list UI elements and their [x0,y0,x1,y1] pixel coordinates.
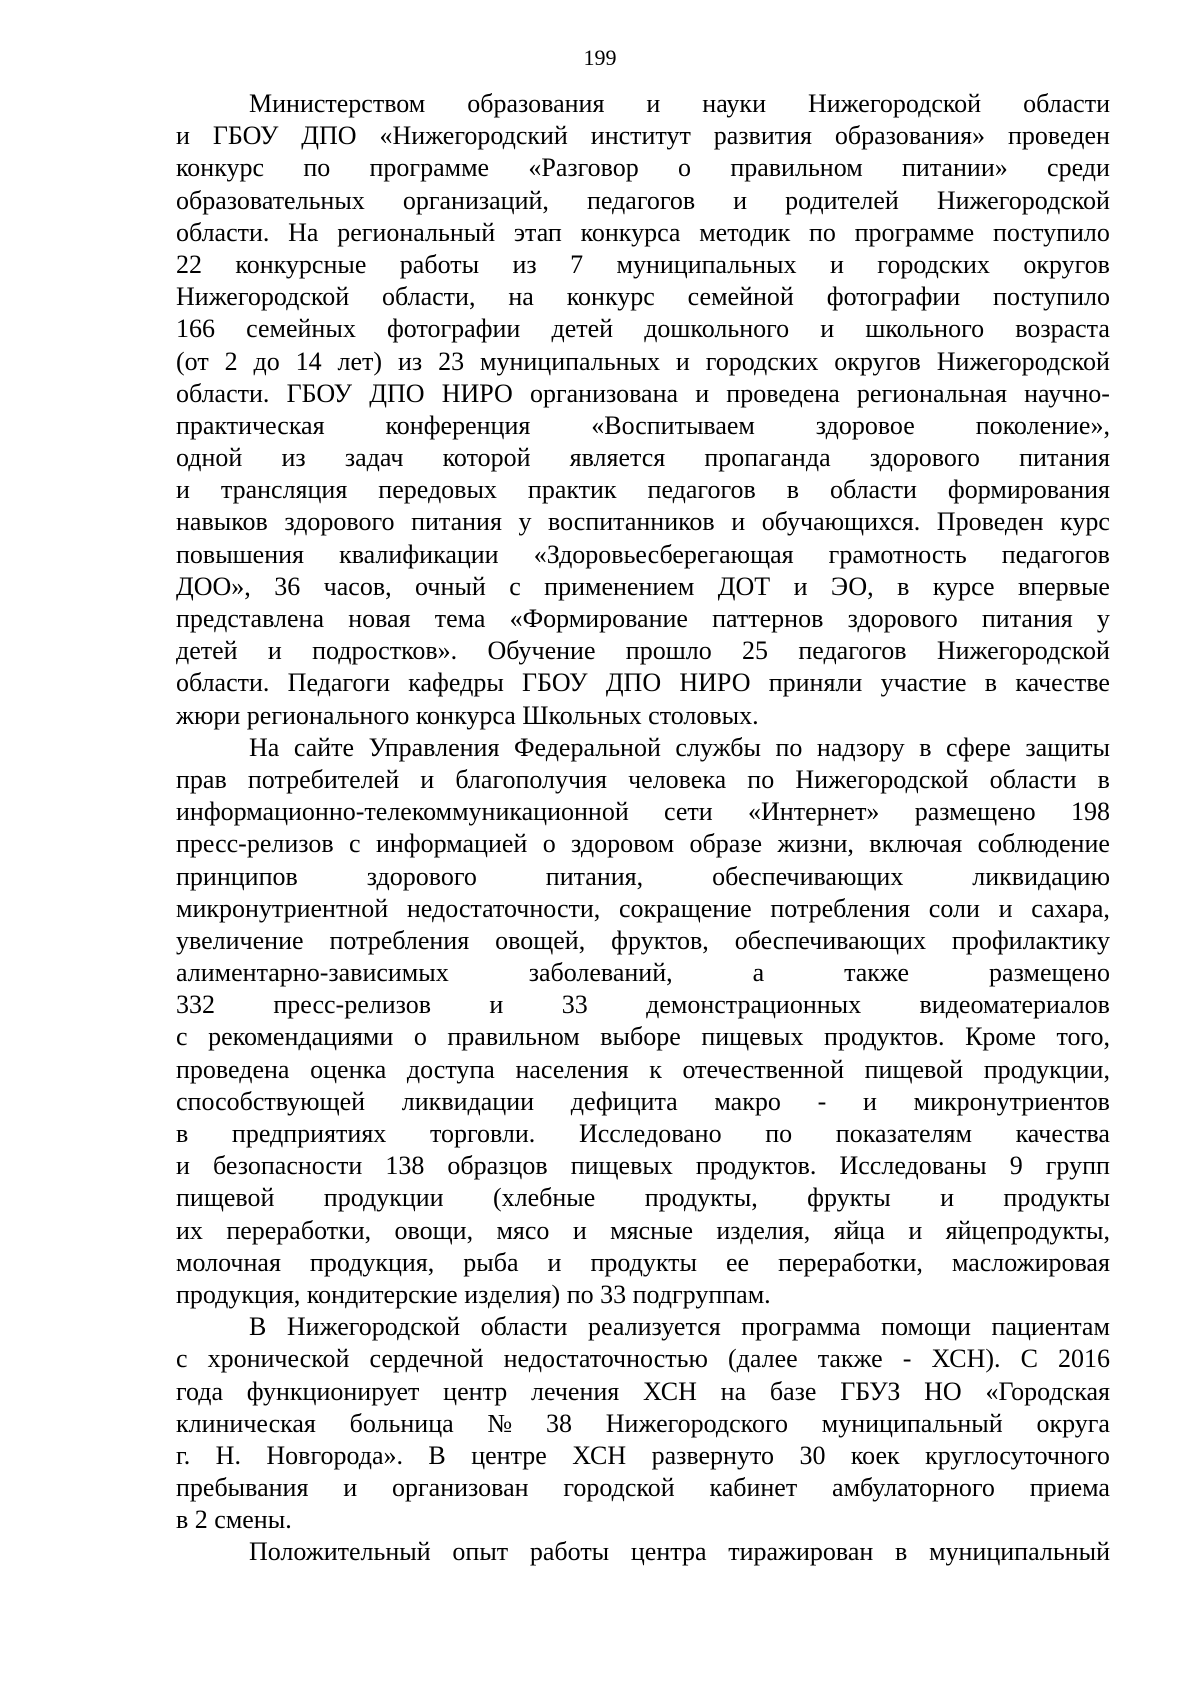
text-line: в предприятиях торговли. Исследовано по показателям качества [176,1119,1110,1148]
text-line: области. Педагоги кафедры ГБОУ ДПО НИРО приняли участие в качестве [176,668,1110,698]
text-line: с хронической сердечной недостаточностью (далее также - ХСН). С 2016 [176,1344,1110,1374]
text-line: детей и подростков». Обучение прошло 25 педагогов Нижегородской [176,636,1110,666]
paragraph [176,732,1110,1311]
text-line: Нижегородской области, на конкурс семейной фотографии поступило [176,282,1110,312]
text-line: клиническая больница № 38 Нижегородского муниципальный округа [176,1408,1110,1438]
document-body [176,88,1110,1569]
text-line: Положительный опыт работы центра тиражирован в муниципальный [249,1537,1110,1567]
text-line: 332 пресс-релизов и 33 демонстрационных видеоматериалов [176,990,1110,1020]
text-line: конкурс по программе «Разговор о правильном питании» среди [176,153,1110,183]
text-line: и безопасности 138 образцов пищевых продуктов. Исследованы 9 групп [176,1151,1110,1181]
text-line: пребывания и организован городской кабинет амбулаторного приема [176,1473,1110,1503]
text-line: информационно-телекоммуникационной сети «Интернет» размещено 198 [176,797,1110,827]
text-line: способствующей ликвидации дефицита макро - и микронутриентов [176,1086,1110,1116]
text-line: молочная продукция, рыба и продукты ее переработки, масложировая [176,1247,1110,1277]
text-line: алиментарно-зависимых заболеваний, а также размещено [176,958,1110,988]
text-line: образовательных организаций, педагогов и родителей Нижегородской [176,185,1110,215]
paragraph [176,88,1110,732]
text-line: повышения квалификации «Здоровьесберегающая грамотность педагогов [176,539,1110,569]
text-line: в 2 смены. [176,1505,292,1535]
text-line: представлена новая тема «Формирование паттернов здорового питания у [176,604,1110,633]
text-line: пищевой продукции (хлебные продукты, фрукты и продукты [176,1183,1110,1213]
paragraph [176,1536,1110,1568]
text-line: продукция, кондитерские изделия) по 33 подгруппам. [176,1279,771,1309]
text-line: принципов здорового питания, обеспечивающих ликвидацию [176,861,1110,891]
text-line: прав потребителей и благополучия человека по Нижегородской области в [176,764,1110,794]
text-line: практическая конференция «Воспитываем здоровое поколение», [176,410,1110,440]
text-line: с рекомендациями о правильном выборе пищевых продуктов. Кроме того, [176,1022,1110,1052]
text-line: Министерством образования и науки Нижегородской области [249,89,1110,118]
text-line: области. ГБОУ ДПО НИРО организована и проведена региональная научно- [176,378,1110,408]
text-line: области. На региональный этап конкурса методик по программе поступило [176,217,1110,247]
text-line: г. Н. Новгорода». В центре ХСН развернуто 30 коек круглосуточного [176,1440,1110,1470]
text-line: и ГБОУ ДПО «Нижегородский институт развития образования» проведен [176,121,1110,151]
paragraph [176,1311,1110,1536]
text-line: ДОО», 36 часов, очный с применением ДОТ и ЭО, в курсе впервые [176,571,1110,601]
text-line: 166 семейных фотографии детей дошкольного и школьного возраста [176,314,1110,344]
text-line: жюри регионального конкурса Школьных столовых. [176,700,759,730]
text-line: проведена оценка доступа населения к отечественной пищевой продукции, [176,1054,1110,1084]
text-line: (от 2 до 14 лет) из 23 муниципальных и городских округов Нижегородской [176,346,1110,376]
text-line: 22 конкурсные работы из 7 муниципальных и городских округов [176,249,1110,279]
text-line: В Нижегородской области реализуется программа помощи пациентам [249,1312,1110,1342]
text-line: года функционирует центр лечения ХСН на базе ГБУЗ НО «Городская [176,1376,1110,1406]
text-line: микронутриентной недостаточности, сокращение потребления соли и сахара, [176,893,1110,923]
text-line: пресс-релизов с информацией о здоровом образе жизни, включая соблюдение [176,829,1110,859]
text-line: навыков здорового питания у воспитанников и обучающихся. Проведен курс [176,507,1110,537]
text-line: их переработки, овощи, мясо и мясные изделия, яйца и яйцепродукты, [176,1215,1110,1245]
text-line: увеличение потребления овощей, фруктов, обеспечивающих профилактику [176,925,1110,955]
text-line: На сайте Управления Федеральной службы по надзору в сфере защиты [249,732,1110,762]
text-line: одной из задач которой является пропаганда здорового питания [176,443,1110,473]
page-number: 199 [583,45,617,70]
text-line: и трансляция передовых практик педагогов в области формирования [176,475,1110,505]
